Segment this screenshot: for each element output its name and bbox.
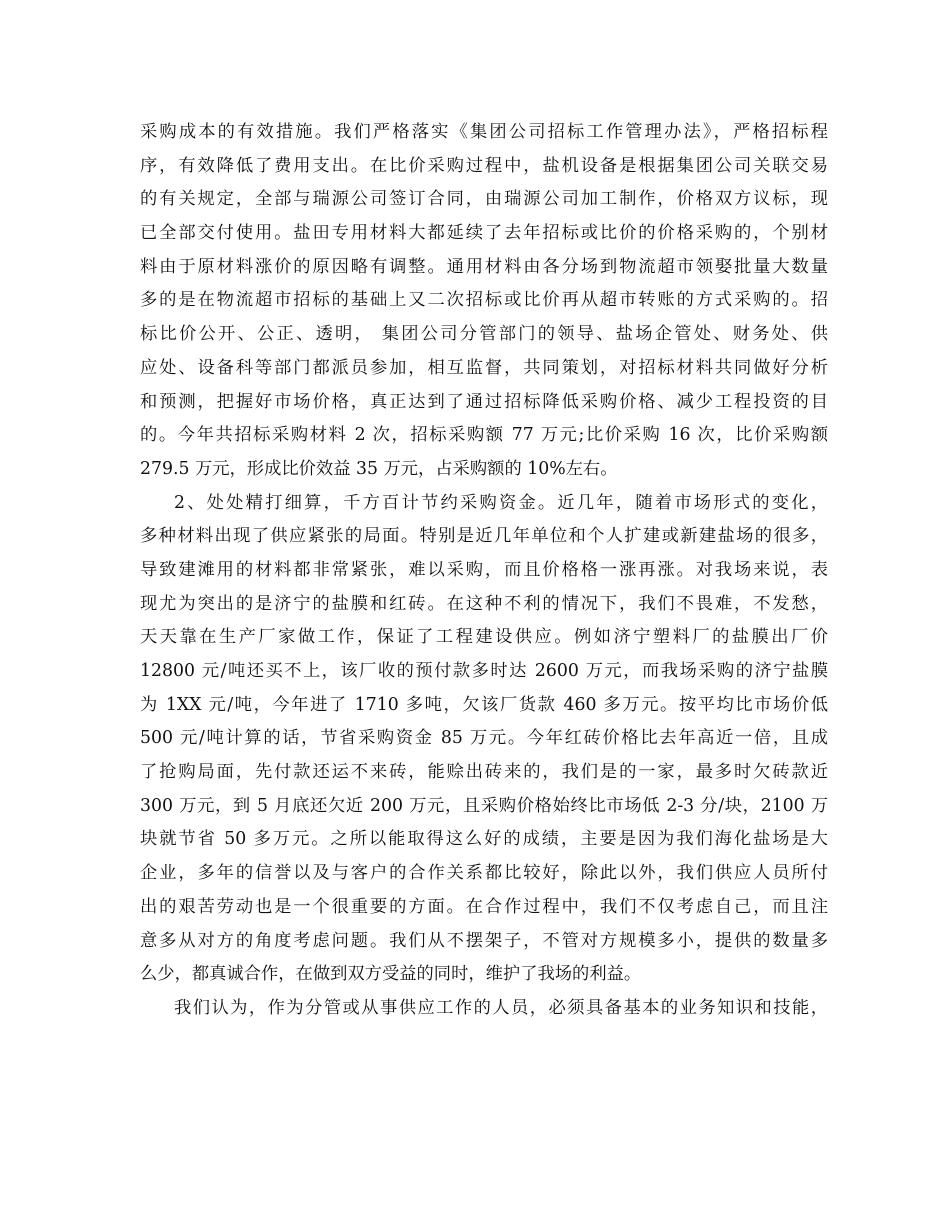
text-line: 多种材料出现了供应紧张的局面。特别是近几年单位和个人扩建或新建盐场的很多，: [140, 526, 828, 547]
text-line: 意多从对方的角度考虑问题。我们从不摆架子，不管对方规模多小，提供的数量多: [140, 930, 828, 951]
document-body: [140, 116, 828, 1026]
text-line: 料由于原材料涨价的原因略有调整。通用材料由各分场到物流超市领娶批量大数量: [140, 256, 828, 277]
text-line: 我们认为，作为分管或从事供应工作的人员，必须具备基本的业务知识和技能，: [174, 997, 828, 1018]
text-line: 天天靠在生产厂家做工作，保证了工程建设供应。例如济宁塑料厂的盐膜出厂价: [140, 627, 828, 648]
text-line: 已全部交付使用。盐田专用材料大都延续了去年招标或比价的价格采购的，个别材: [140, 223, 828, 244]
text-line: 和预测，把握好市场价格，真正达到了通过招标降低采购价格、减少工程投资的目: [140, 391, 828, 412]
text-line: 序，有效降低了费用支出。在比价采购过程中，盐机设备是根据集团公司关联交易: [140, 155, 828, 176]
text-line: 12800 元/吨还买不上，该厂收的预付款多时达 2600 万元，而我场采购的济宁盐膜: [140, 661, 828, 681]
text-line: 导致建滩用的材料都非常紧张，难以采购，而且价格格一涨再涨。对我场来说，表: [140, 559, 828, 580]
text-line: 500 元/吨计算的话，节省采购资金 85 万元。今年红砖价格比去年高近一倍，且成: [140, 728, 828, 749]
text-line: 应处、设备科等部门都派员参加，相互监督，共同策划，对招标材料共同做好分析: [140, 357, 828, 378]
text-line: 出的艰苦劳动也是一个很重要的方面。在合作过程中，我们不仅考虑自己，而且注: [140, 896, 828, 917]
text-line: 么少，都真诚合作，在做到双方受益的同时，维护了我场的利益。: [140, 964, 642, 985]
text-line: 的有关规定，全部与瑞源公司签订合同，由瑞源公司加工制作，价格双方议标，现: [140, 189, 828, 210]
text-line: 2、处处精打细算，千方百计节约采购资金。近几年，随着市场形式的变化，: [174, 492, 828, 513]
paragraph: [140, 992, 828, 1026]
paragraph: [140, 487, 828, 992]
paragraph: [140, 116, 828, 487]
text-line: 标比价公开、公正、透明， 集团公司分管部门的领导、盐场企管处、财务处、供: [140, 324, 828, 345]
text-line: 279.5 万元，形成比价效益 35 万元，占采购额的 10%左右。: [140, 458, 618, 479]
text-line: 的。今年共招标采购材料 2 次，招标采购额 77 万元;比价采购 16 次，比价采购额: [140, 425, 828, 446]
text-line: 300 万元，到 5 月底还欠近 200 万元，且采购价格始终比市场低 2-3 分/块，2100 万: [140, 795, 828, 816]
text-line: 现尤为突出的是济宁的盐膜和红砖。在这种不利的情况下，我们不畏难，不发愁，: [140, 593, 828, 614]
text-line: 块就节省 50 多万元。之所以能取得这么好的成绩，主要是因为我们海化盐场是大: [140, 829, 828, 850]
text-line: 多的是在物流超市招标的基础上又二次招标或比价再从超市转账的方式采购的。招: [140, 290, 828, 311]
text-line: 采购成本的有效措施。我们严格落实《集团公司招标工作管理办法》，严格招标程: [140, 122, 828, 142]
text-line: 了抢购局面，先付款还运不来砖，能赊出砖来的，我们是的一家，最多时欠砖款近: [140, 762, 828, 783]
text-line: 为 1XX 元/吨，今年进了 1710 多吨，欠该厂货款 460 多万元。按平均比市场价低: [140, 694, 828, 715]
text-line: 企业，多年的信誉以及与客户的合作关系都比较好，除此以外，我们供应人员所付: [140, 863, 828, 884]
